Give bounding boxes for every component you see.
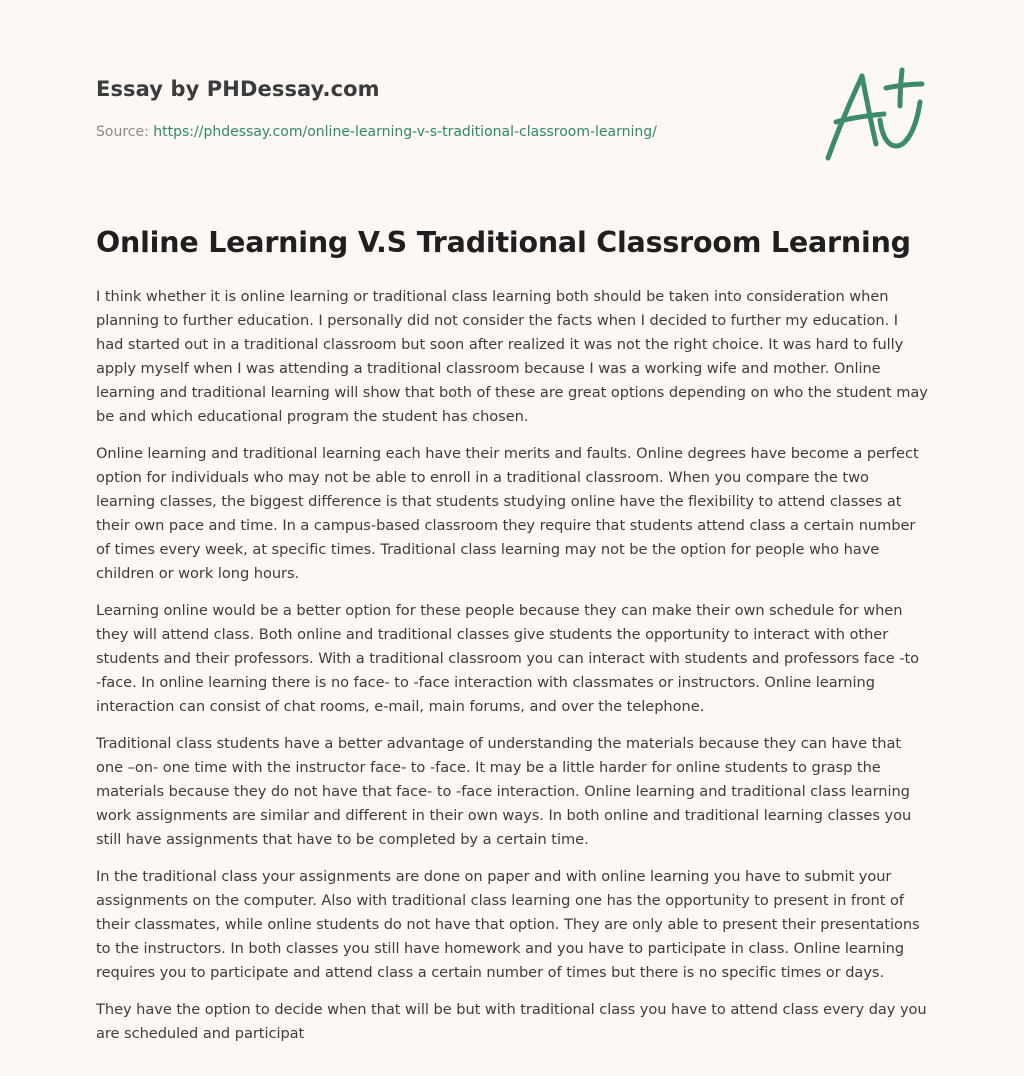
brand-title: Essay by PHDessay.com <box>96 77 380 101</box>
source-label: Source: <box>96 124 149 140</box>
source-line <box>96 124 657 140</box>
a-plus-logo-icon <box>822 66 928 166</box>
essay-paragraph: Traditional class students have a better advantage of understanding the materials because they can have that one –on- one time with the instructor face- to -face. It may be a little harder for online students to grasp the materials because they do not have that face- to -face interaction. Online learning and traditional class learning work assignments are similar and different in their own ways. In both online and traditional learning classes you still have assignments that have to be completed by a certain time. <box>96 735 912 848</box>
source-link[interactable]: https://phdessay.com/online-learning-v-s-traditional-classroom-learning/ <box>153 124 657 140</box>
essay-title: Online Learning V.S Traditional Classroom Learning <box>96 226 911 259</box>
essay-paragraph: They have the option to decide when that will be but with traditional class you have to attend class every day you are scheduled and participat <box>96 1001 927 1042</box>
essay-paragraph: I think whether it is online learning or traditional class learning both should be taken into consideration when planning to further education. I personally did not consider the facts when I decided to further my education. I had started out in a traditional classroom but soon after realized it was not the right choice. It was hard to fully apply myself when I was attending a traditional classroom because I was a working wife and mother. Online learning and traditional learning will show that both of these are great options depending on who the student may be and which educational program the student has chosen. <box>96 288 928 425</box>
essay-paragraph: Online learning and traditional learning each have their merits and faults. Online degrees have become a perfect option for individuals who may not be able to enroll in a traditional classroom. When you compare the two learning classes, the biggest difference is that students studying online have the flexibility to attend classes at their own pace and time. In a campus-based classroom they require that students attend class a certain number of times every week, at specific times. Traditional class learning may not be the option for people who have children or work long hours. <box>96 445 919 582</box>
essay-body <box>96 285 928 1059</box>
essay-paragraph: Learning online would be a better option for these people because they can make their own schedule for when they will attend class. Both online and traditional classes give students the opportunity to interact with other students and their professors. With a traditional classroom you can interact with students and professors face -to -face. In online learning there is no face- to -face interaction with classmates or instructors. Online learning interaction can consist of chat rooms, e-mail, main forums, and over the telephone. <box>96 602 919 715</box>
essay-paragraph: In the traditional class your assignments are done on paper and with online learning you have to submit your assignments on the computer. Also with traditional class learning one has the opportunity to present in front of their classmates, while online students do not have that option. They are only able to present their presentations to the instructors. In both classes you still have homework and you have to participate in class. Online learning requires you to participate and attend class a certain number of times but there is no specific times or days. <box>96 868 920 981</box>
header <box>96 0 928 196</box>
page <box>96 0 928 1042</box>
